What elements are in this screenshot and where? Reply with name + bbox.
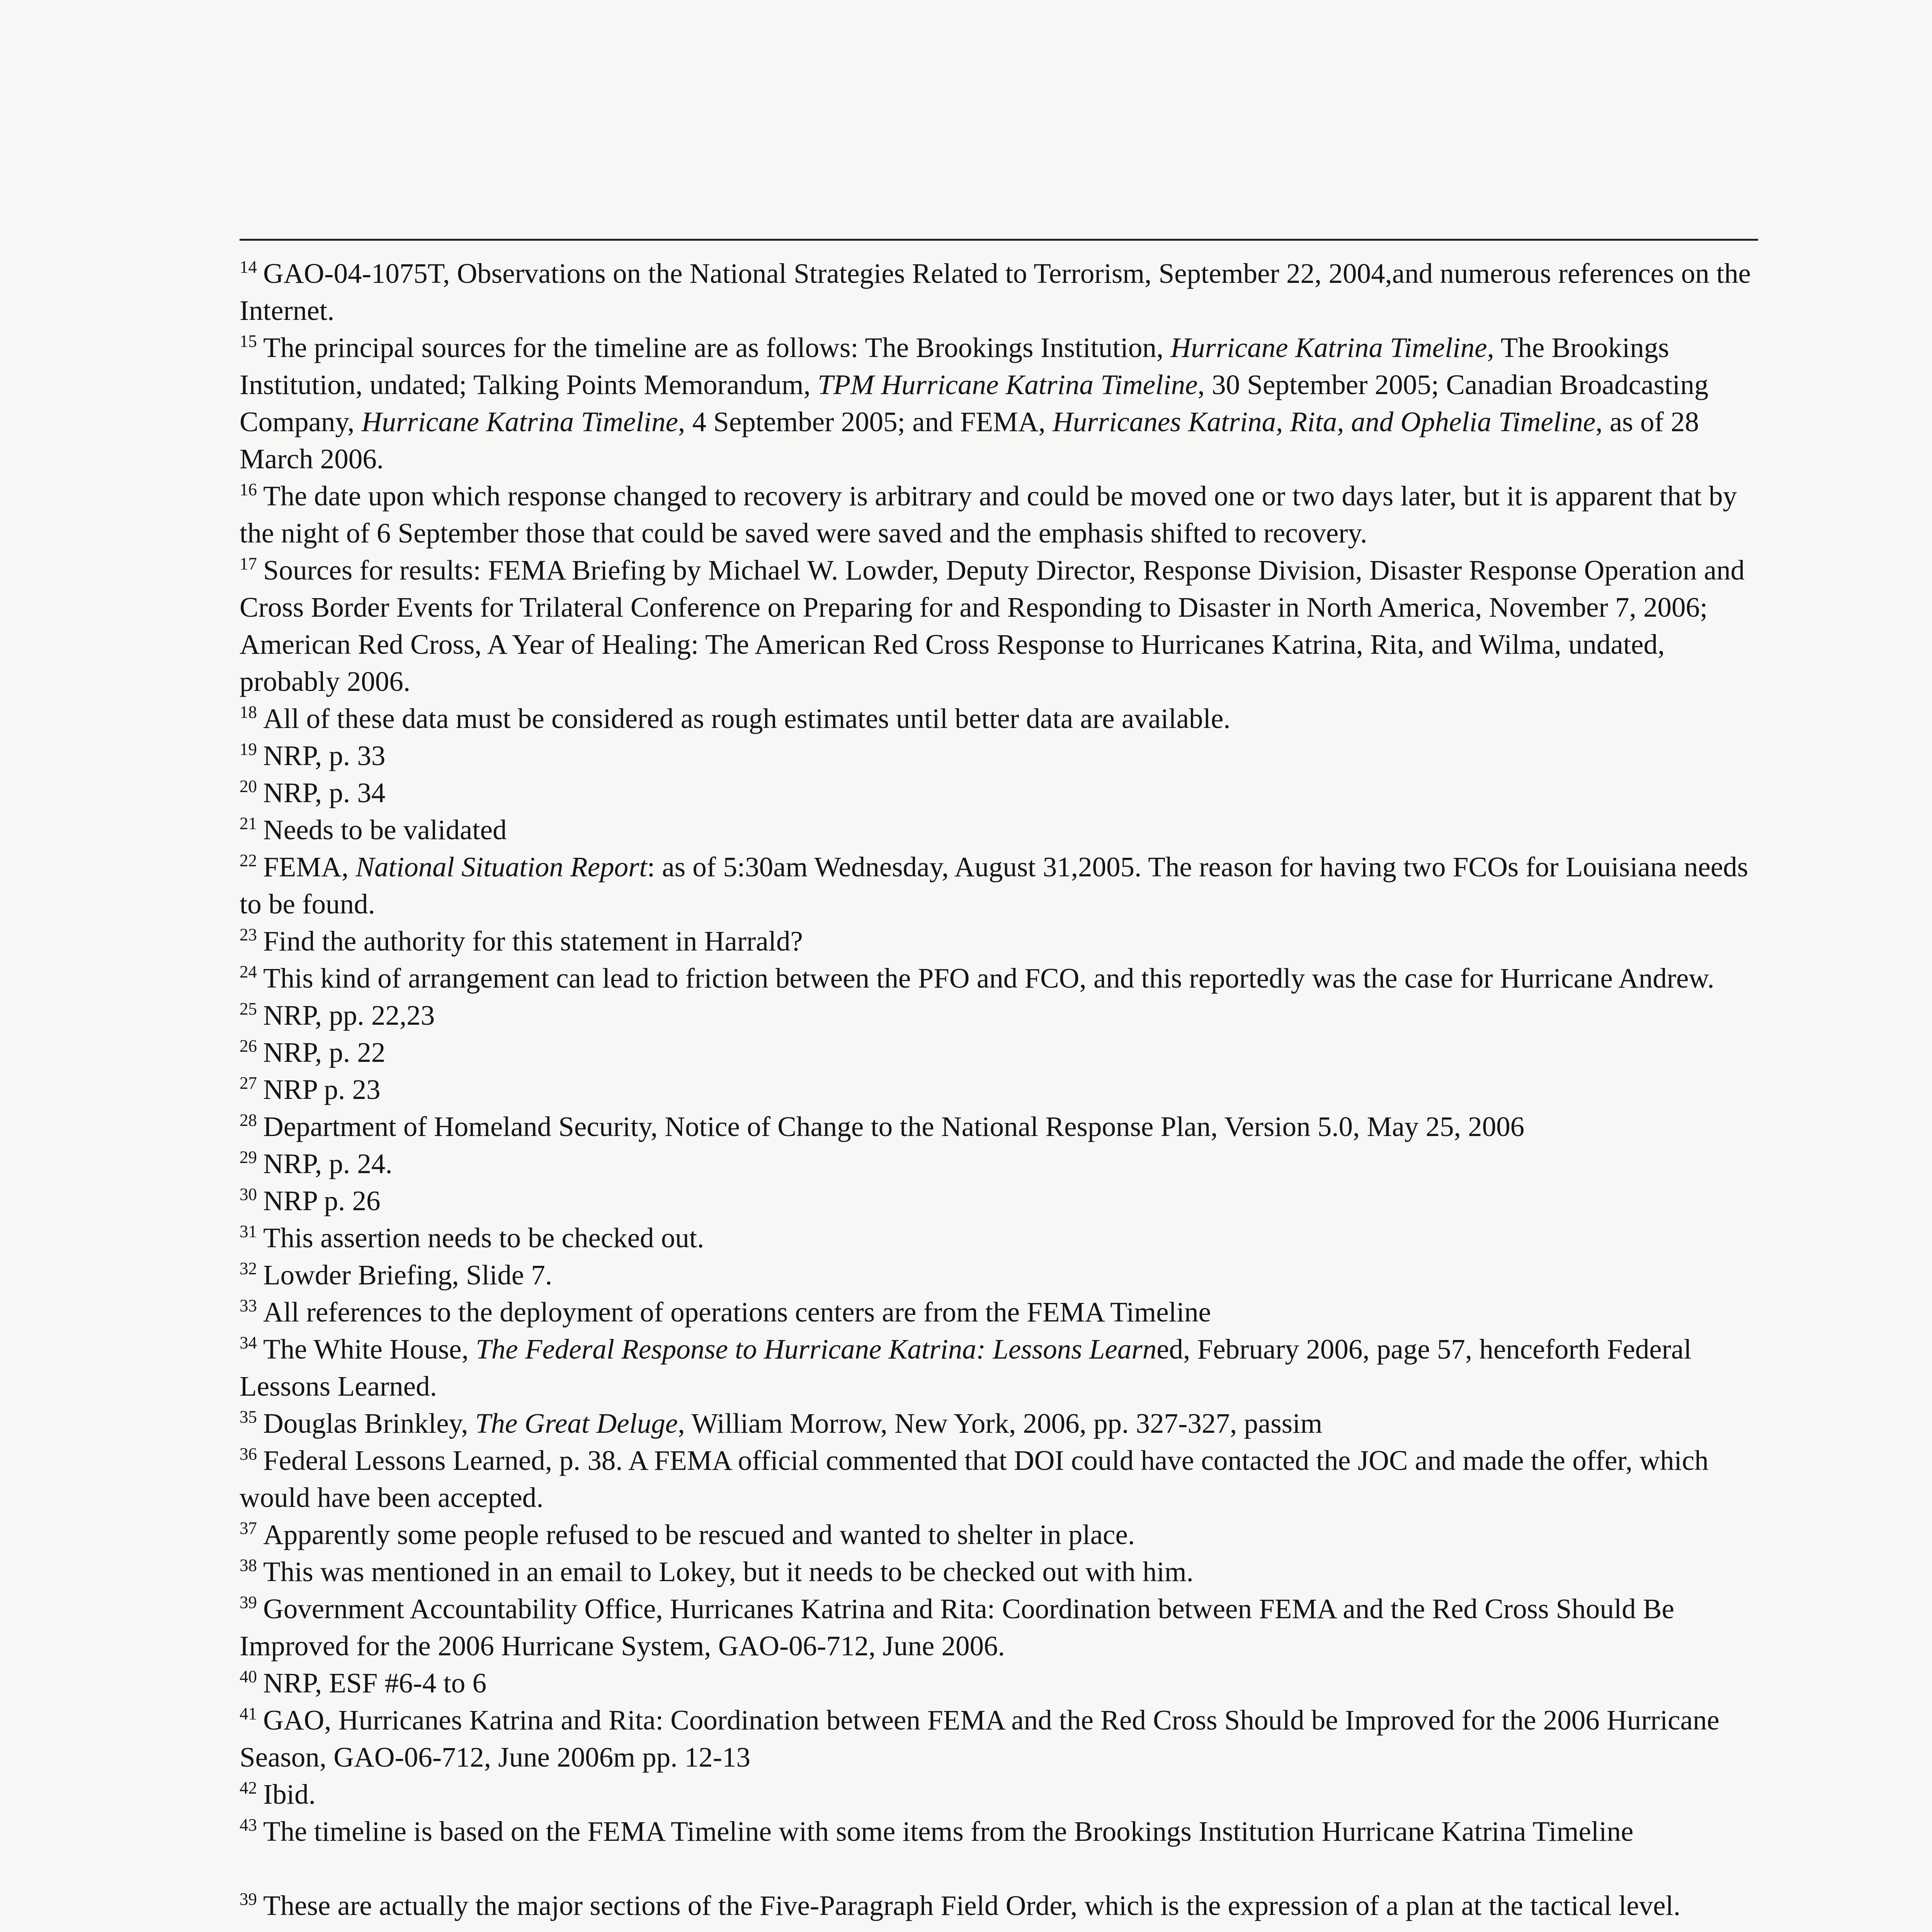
footnote [240,1516,1762,1553]
footnote [240,1776,1762,1813]
footnote-number: 25 [240,999,257,1019]
footnote [240,1071,1762,1108]
footnotes-list [240,255,1762,1924]
footnote [240,700,1762,737]
footnote-number: 32 [240,1259,257,1278]
footnote [240,923,1762,960]
footnote [240,1145,1762,1182]
footnote-number: 16 [240,480,257,499]
footnote-text: Lowder Briefing, Slide 7. [263,1259,553,1291]
footnote-number: 43 [240,1815,257,1835]
footnote [240,1442,1762,1516]
footnote [240,997,1762,1034]
footnote [240,1590,1762,1665]
footnote-number: 34 [240,1333,257,1352]
footnote-text: This kind of arrangement can lead to friction between the PFO and FCO, and this reportedly was the case for Hurricane Andrew. [263,963,1714,994]
footnote-text: NRP, ESF #6-4 to 6 [263,1667,487,1699]
footnote-number: 22 [240,851,257,870]
footnote-text: NRP, p. 34 [263,777,386,808]
footnote-number: 33 [240,1296,257,1315]
footnote-number: 26 [240,1036,257,1056]
footnote [240,1813,1762,1850]
footnote [240,1294,1762,1331]
footnotes-main [240,255,1762,1850]
footnote-number: 18 [240,702,257,722]
footnote-text: Apparently some people refused to be rescued and wanted to shelter in place. [263,1519,1135,1550]
footnote-number: 27 [240,1073,257,1093]
footnote-number: 36 [240,1444,257,1464]
footnote-number: 35 [240,1407,257,1427]
footnote [240,329,1762,478]
footnote-text: Department of Homeland Security, Notice of Change to the National Response Plan, Version 5.0, May 25, 2006 [263,1111,1525,1142]
footnote-number: 40 [240,1667,257,1686]
footnote-number: 29 [240,1148,257,1167]
footnote [240,737,1762,774]
footnote [240,552,1762,700]
footnote-text: Needs to be validated [263,814,507,845]
footnote-text: GAO-04-1075T, Observations on the National Strategies Related to Terrorism, September 22, 2004,and numerous references on the Internet. [240,258,1751,326]
footnote-number: 39 [240,1889,257,1909]
footnote-text: All of these data must be considered as rough estimates until better data are available. [263,703,1231,734]
footnote-text: The date upon which response changed to recovery is arbitrary and could be moved one or two days later, but it is apparent that by the night of 6 September those that could be saved were saved and the emphasis shifted to recovery. [240,480,1737,549]
footnote-number: 17 [240,554,257,573]
footnote [240,774,1762,811]
footnote-number: 24 [240,962,257,981]
footnote-text: NRP p. 26 [263,1185,381,1216]
footnote-number: 38 [240,1556,257,1575]
footnote-number: 21 [240,814,257,833]
footnote-text: GAO, Hurricanes Katrina and Rita: Coordination between FEMA and the Red Cross Should be Improved for the 2006 Hurricane Season, GAO-06-712, June 2006m pp. 12-13 [240,1704,1719,1773]
footnote-text: All references to the deployment of operations centers are from the FEMA Timeline [263,1296,1211,1328]
footnote-text: NRP, p. 24. [263,1148,393,1179]
footnote [240,1108,1762,1145]
footnote-number: 42 [240,1778,257,1798]
footnote-number: 41 [240,1704,257,1723]
footnote-text: The principal sources for the timeline are as follows: The Brookings Institution, Hurricane Katrina Timeline, The Brookings Institution, undated; Talking Points Memorandum, TPM Hurricane Katrina Timeline, 30 September 2005; Canadian Broadcasting Company, Hurricane Katrina Timeline, 4 September 2005; and FEMA, Hurricanes Katrina, Rita, and Ophelia Timeline, as of 28 March 2006. [240,332,1709,474]
footnote-text: NRP p. 23 [263,1074,381,1105]
footnote-number: 23 [240,925,257,944]
footnote-text: The White House, The Federal Response to Hurricane Katrina: Lessons Learned, February 2006, page 57, henceforth Federal Lessons Learned. [240,1333,1692,1402]
footnote [240,1034,1762,1071]
footnote-number: 31 [240,1222,257,1241]
footnote-text: NRP, pp. 22,23 [263,1000,435,1031]
footnote [240,1219,1762,1257]
footnote [240,1553,1762,1590]
footnote-text: Federal Lessons Learned, p. 38. A FEMA official commented that DOI could have contacted the JOC and made the offer, which would have been accepted. [240,1445,1709,1513]
footnote-number: 28 [240,1111,257,1130]
footnote-text: Douglas Brinkley, The Great Deluge, William Morrow, New York, 2006, pp. 327-327, passim [263,1408,1323,1439]
footnote [240,849,1762,923]
footnote-text: These are actually the major sections of the Five-Paragraph Field Order, which is the expression of a plan at the tactical level. [263,1890,1681,1921]
footnote [240,1702,1762,1776]
footnote-number: 14 [240,257,257,277]
footnote [240,1331,1762,1405]
footnote [240,1665,1762,1702]
footnote-text: This was mentioned in an email to Lokey, but it needs to be checked out with him. [263,1556,1194,1587]
footnote-text: This assertion needs to be checked out. [263,1222,704,1253]
footnote-number: 15 [240,332,257,351]
footnote-number: 20 [240,777,257,796]
footnote [240,960,1762,997]
footnote-text: NRP, p. 33 [263,740,386,771]
footnote [240,478,1762,552]
footnote-number: 37 [240,1519,257,1538]
footnote [240,1257,1762,1294]
footnote [240,1405,1762,1442]
footnote [240,811,1762,849]
footnote-separator-rule [240,239,1758,241]
footnote [240,255,1762,329]
footnote-number: 39 [240,1593,257,1612]
footnote-text: Ibid. [263,1779,316,1810]
footnote [240,1887,1762,1924]
footnote-text: FEMA, National Situation Report: as of 5:30am Wednesday, August 31,2005. The reason for having two FCOs for Louisiana needs to be found. [240,851,1748,920]
footnote-text: Sources for results: FEMA Briefing by Michael W. Lowder, Deputy Director, Response Division, Disaster Response Operation and Cross Border Events for Trilateral Conference on Preparing for and Responding to Disaster in North America, November 7, 2006; American Red Cross, A Year of Healing: The American Red Cross Response to Hurricanes Katrina, Rita, and Wilma, undated, probably 2006. [240,554,1745,697]
footnote-text: Government Accountability Office, Hurricanes Katrina and Rita: Coordination between FEMA and the Red Cross Should Be Improved for the 2006 Hurricane System, GAO-06-712, June 2006. [240,1593,1674,1662]
footnote-number: 30 [240,1185,257,1204]
footnote-number: 19 [240,740,257,759]
footnote-text: NRP, p. 22 [263,1037,386,1068]
footnote-text: Find the authority for this statement in Harrald? [263,925,803,957]
footnote-gap [240,1850,1762,1887]
footnote [240,1182,1762,1219]
footnote-text: The timeline is based on the FEMA Timeline with some items from the Brookings Institution Hurricane Katrina Timeline [263,1816,1634,1847]
